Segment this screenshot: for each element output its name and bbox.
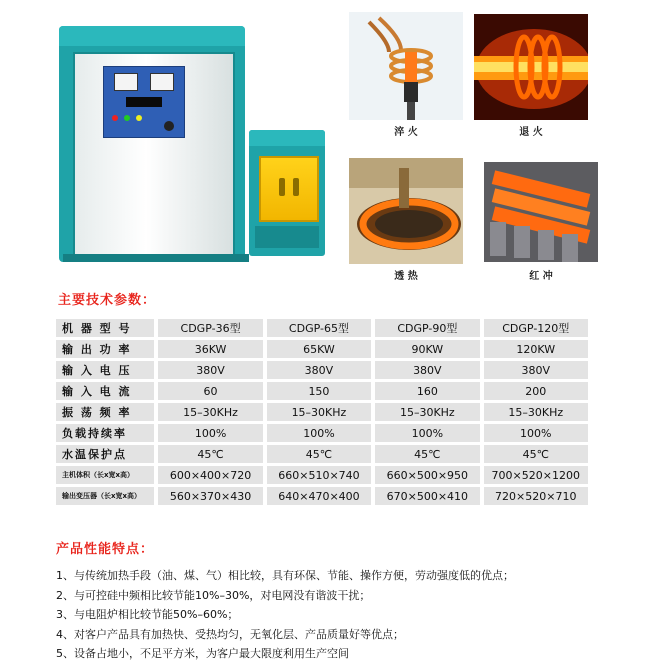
table-cell: 380V <box>267 361 371 379</box>
table-row <box>56 319 588 337</box>
cabinet-door <box>73 52 235 256</box>
indicator-light-icon <box>112 115 118 121</box>
table-row <box>56 340 588 358</box>
table-cell: 15–30KHz <box>375 403 479 421</box>
annealing-photo <box>474 14 588 122</box>
table-cell: 60 <box>158 382 262 400</box>
row-label: 输出变压器（长x宽x高） <box>56 487 154 505</box>
table-cell: CDGP-36型 <box>158 319 262 337</box>
row-label: 输 入 电 压 <box>56 361 154 379</box>
table-row <box>56 487 588 505</box>
quenching-photo <box>349 12 463 120</box>
quenching-caption: 淬 火 <box>394 127 418 138</box>
table-row <box>56 424 588 442</box>
table-cell: 380V <box>375 361 479 379</box>
list-item: 1、与传统加热手段（油、煤、气）相比较，具有环保、节能、操作方便，劳动强度低的优点； <box>56 569 514 582</box>
table-cell: 660×500×950 <box>375 466 479 484</box>
row-label: 主机体积（长x宽x高） <box>56 466 154 484</box>
table-cell: 45℃ <box>158 445 262 463</box>
table-row <box>56 445 588 463</box>
table-cell: 640×470×400 <box>267 487 371 505</box>
table-cell: CDGP-90型 <box>375 319 479 337</box>
spec-table <box>56 316 588 508</box>
table-cell: 560×370×430 <box>158 487 262 505</box>
table-cell: 160 <box>375 382 479 400</box>
list-item: 3、与电阻炉相比较节能50%–60%； <box>56 608 239 621</box>
indicator-light-icon <box>136 115 142 121</box>
table-row <box>56 403 588 421</box>
table-cell: 720×520×710 <box>484 487 588 505</box>
main-cabinet <box>59 26 245 262</box>
row-label: 负载持续率 <box>56 424 154 442</box>
table-cell: 45℃ <box>375 445 479 463</box>
table-cell: 15–30KHz <box>484 403 588 421</box>
table-row <box>56 466 588 484</box>
meter-icon <box>150 73 174 91</box>
table-row <box>56 361 588 379</box>
table-cell: 100% <box>484 424 588 442</box>
table-cell: 45℃ <box>484 445 588 463</box>
hot-forging-photo <box>484 162 598 270</box>
table-cell: 200 <box>484 382 588 400</box>
table-cell: 380V <box>158 361 262 379</box>
annealing-caption: 退 火 <box>519 127 543 138</box>
table-cell: CDGP-120型 <box>484 319 588 337</box>
table-cell: 36KW <box>158 340 262 358</box>
table-cell: 100% <box>158 424 262 442</box>
table-cell: 15–30KHz <box>158 403 262 421</box>
indicator-light-icon <box>124 115 130 121</box>
transformer-door <box>259 156 319 222</box>
table-cell: 45℃ <box>267 445 371 463</box>
table-cell: 700×520×1200 <box>484 466 588 484</box>
hot-forging-caption: 红 冲 <box>529 271 553 282</box>
list-item: 4、对客户产品具有加热快、受热均匀，无氧化层、产品质量好等优点； <box>56 627 404 641</box>
table-cell: 65KW <box>267 340 371 358</box>
row-label: 水温保护点 <box>56 445 154 463</box>
table-cell: 15–30KHz <box>267 403 371 421</box>
list-item: 2、与可控硅中频相比较节能10%–30%，对电网没有谐波干扰； <box>56 588 371 602</box>
knob-icon <box>164 121 174 131</box>
table-cell: 120KW <box>484 340 588 358</box>
features-heading: 产品性能特点： <box>56 542 155 557</box>
table-cell: 660×510×740 <box>267 466 371 484</box>
list-item: 5、设备占地小，不足平方米，为客户最大限度利用生产空间 <box>56 647 349 660</box>
row-label: 输 入 电 流 <box>56 382 154 400</box>
control-panel <box>103 66 185 138</box>
table-row <box>56 382 588 400</box>
meter-icon <box>114 73 138 91</box>
table-cell: 600×400×720 <box>158 466 262 484</box>
table-cell: 670×500×410 <box>375 487 479 505</box>
row-label: 机 器 型 号 <box>56 319 154 337</box>
table-cell: 100% <box>375 424 479 442</box>
row-label: 输 出 功 率 <box>56 340 154 358</box>
transformer-box <box>249 130 325 256</box>
table-cell: CDGP-65型 <box>267 319 371 337</box>
through-heating-photo <box>349 158 463 266</box>
features-list <box>56 566 514 664</box>
row-label: 振 荡 频 率 <box>56 403 154 421</box>
table-cell: 90KW <box>375 340 479 358</box>
table-cell: 150 <box>267 382 371 400</box>
spec-heading: 主要技术参数： <box>58 293 157 308</box>
display-screen <box>126 97 162 107</box>
product-machine-image <box>55 22 325 262</box>
through-heating-caption: 透 热 <box>394 271 418 282</box>
table-cell: 100% <box>267 424 371 442</box>
table-cell: 380V <box>484 361 588 379</box>
